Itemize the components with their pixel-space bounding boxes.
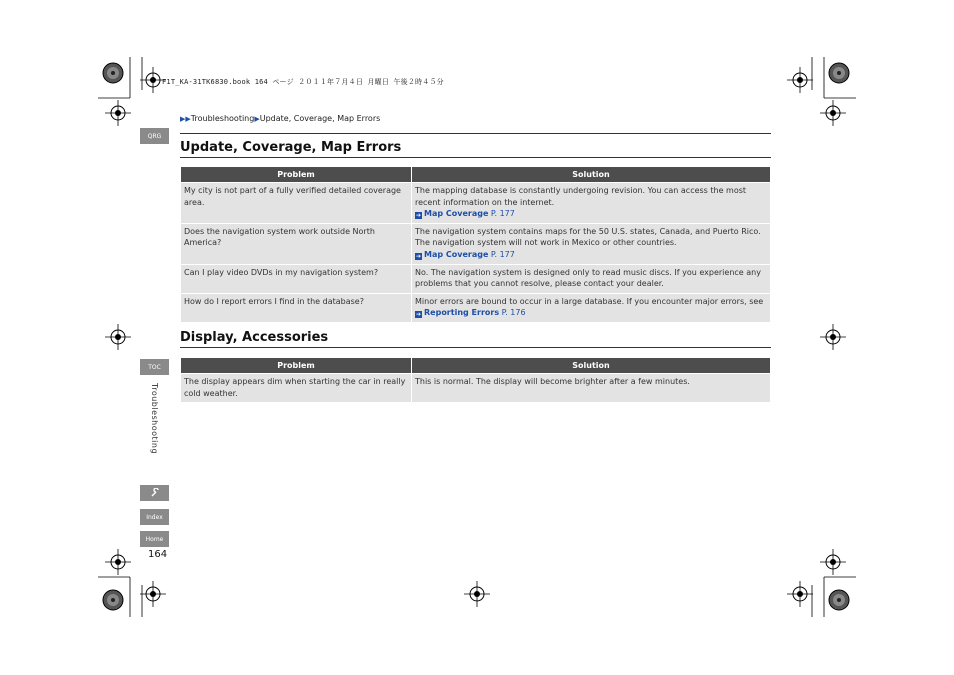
solution-text: The mapping database is constantly undergoing revision. You can access the most recent information on the internet. <box>415 186 747 207</box>
column-header-solution: Solution <box>412 358 770 373</box>
solution-text: Minor errors are bound to occur in a large database. If you encounter major errors, see <box>415 296 764 306</box>
problem-cell: Does the navigation system work outside North America? <box>181 224 411 264</box>
troubleshooting-button[interactable] <box>140 485 169 501</box>
home-button[interactable]: Home <box>140 531 169 547</box>
problem-cell: The display appears dim when starting the car in really cold weather. <box>181 374 411 402</box>
qrg-button[interactable]: QRG <box>140 128 169 144</box>
solution-text: The navigation system contains maps for the 50 U.S. states, Canada, and Puerto Rico. The navigation system will not work in Mexico or other countries. <box>415 226 761 248</box>
section-title-update: Update, Coverage, Map Errors <box>180 140 771 158</box>
section-side-label: Troubleshooting <box>150 383 159 455</box>
solution-cell <box>412 294 770 322</box>
index-button[interactable]: Index <box>140 509 169 525</box>
solution-cell: This is normal. The display will become brighter after a few minutes. <box>412 374 770 402</box>
column-header-problem: Problem <box>181 358 411 373</box>
table-row <box>181 265 770 293</box>
solution-cell <box>412 224 770 264</box>
toc-button[interactable]: TOC <box>140 359 169 375</box>
table-header-row <box>181 358 770 373</box>
problem-cell: My city is not part of a fully verified detailed coverage area. <box>181 183 411 223</box>
table-row <box>181 374 770 402</box>
solution-cell <box>412 183 770 223</box>
breadcrumb-current: Update, Coverage, Map Errors <box>259 114 381 123</box>
print-header: F1T_KA-31TK6830.book 164 ページ ２０１１年７月４日 月曜日 午後２時４５分 <box>162 78 444 86</box>
section-rule <box>180 133 771 134</box>
troubleshooting-table-update <box>180 166 771 323</box>
reference-arrow-icon: ➔ <box>415 252 422 260</box>
problem-cell: Can I play video DVDs in my navigation system? <box>181 265 411 293</box>
cross-reference-link[interactable]: ➔ Map Coverage P. 177 <box>415 209 515 220</box>
troubleshooting-table-display <box>180 357 771 403</box>
problem-cell: How do I report errors I find in the database? <box>181 294 411 322</box>
column-header-solution: Solution <box>412 167 770 182</box>
reference-arrow-icon: ➔ <box>415 212 422 220</box>
table-row <box>181 294 770 322</box>
breadcrumb <box>180 114 380 123</box>
breadcrumb-arrow-icon: ▶▶ <box>180 115 191 123</box>
table-row <box>181 183 770 223</box>
solution-cell: No. The navigation system is designed only to read music discs. If you experience any problems that you cannot resolve, please contact your dealer. <box>412 265 770 293</box>
wrench-icon <box>150 488 160 498</box>
cross-reference-link[interactable]: ➔ Reporting Errors P. 176 <box>415 308 526 319</box>
breadcrumb-parent[interactable]: Troubleshooting <box>190 114 255 123</box>
cross-reference-link[interactable]: ➔ Map Coverage P. 177 <box>415 249 515 260</box>
page-number: 164 <box>148 549 168 560</box>
breadcrumb-arrow-icon: ▶ <box>254 115 260 123</box>
section-title-display: Display, Accessories <box>180 330 771 348</box>
reference-arrow-icon: ➔ <box>415 311 422 319</box>
table-row <box>181 224 770 264</box>
table-header-row <box>181 167 770 182</box>
column-header-problem: Problem <box>181 167 411 182</box>
